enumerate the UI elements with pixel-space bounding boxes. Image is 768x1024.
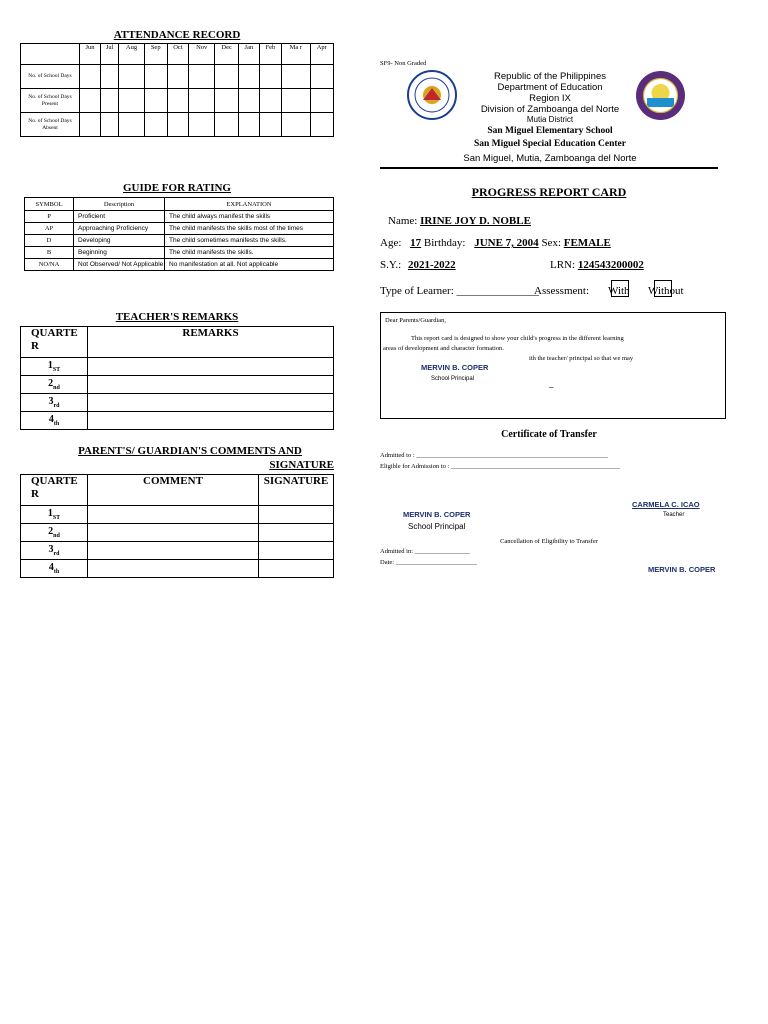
letter-greeting: Dear Parents/Guardian, — [385, 317, 447, 324]
header-line-2: Department of Education — [497, 82, 603, 93]
attendance-row-label: No. of School Days Present — [21, 89, 80, 113]
attendance-cell — [215, 113, 239, 137]
attendance-cell — [119, 89, 145, 113]
age-label: Age: — [380, 237, 402, 249]
guide-description: Developing — [74, 235, 165, 247]
month-header: Apr — [310, 44, 333, 65]
quarter-suffix: ST — [52, 515, 61, 521]
name-label: Name: — [388, 215, 418, 227]
assessment-label: Assessment: — [534, 285, 589, 297]
attendance-row — [21, 65, 334, 89]
letter-line-2: areas of development and character formation. — [383, 345, 504, 352]
guide-row — [25, 259, 334, 271]
quarter-label — [21, 358, 88, 376]
comments-row — [21, 506, 334, 524]
letter-principal-name: MERVIN B. COPER — [421, 363, 489, 372]
month-header: Nov — [189, 44, 215, 65]
quarter-label — [21, 394, 88, 412]
without-label: Without — [648, 285, 684, 297]
guide-explanation: No manifestation at all. Not applicable — [165, 259, 334, 271]
comments-quarter-header: QUARTE R — [21, 475, 88, 506]
guide-row — [25, 223, 334, 235]
attendance-cell — [144, 65, 167, 89]
signature-cell[interactable] — [259, 560, 334, 578]
comment-header: COMMENT — [88, 475, 259, 506]
attendance-cell — [189, 113, 215, 137]
quarter-label — [21, 542, 88, 560]
guide-explanation: The child always manifest the skills — [165, 211, 334, 223]
attendance-cell — [119, 113, 145, 137]
lrn-row — [550, 259, 644, 271]
month-header: Aug — [119, 44, 145, 65]
header-line-3: Region IX — [529, 93, 571, 104]
quarter-number: 2 — [48, 526, 54, 537]
guide-description: Approaching Proficiency — [74, 223, 165, 235]
comment-cell[interactable] — [88, 542, 259, 560]
guide-table — [24, 197, 334, 271]
quarter-number: 2 — [48, 378, 54, 389]
signature-cell[interactable] — [259, 542, 334, 560]
attendance-cell — [144, 113, 167, 137]
form-code: SF9- Non Graded — [380, 60, 427, 67]
attendance-cell — [215, 89, 239, 113]
age-row — [380, 237, 611, 249]
signature-header: SIGNATURE — [259, 475, 334, 506]
guide-symbol: P — [25, 211, 74, 223]
quarter-number: 4 — [48, 414, 54, 425]
guide-description: Not Observed/ Not Applicable — [74, 259, 165, 271]
attendance-title: ATTENDANCE RECORD — [113, 29, 241, 41]
quarter-number: 3 — [48, 396, 54, 407]
sy-value: 2021-2022 — [407, 259, 456, 271]
remarks-table — [20, 326, 334, 430]
guide-header-description: Description — [74, 198, 165, 211]
lrn-label: LRN: — [550, 259, 576, 271]
guide-symbol: D — [25, 235, 74, 247]
comment-cell[interactable] — [88, 524, 259, 542]
attendance-cell — [282, 113, 310, 137]
sy-row — [380, 259, 456, 271]
remarks-title: TEACHER'S REMARKS — [115, 311, 239, 323]
remarks-row — [21, 394, 334, 412]
admitted-in-line: Admitted in: _________________ — [380, 548, 470, 555]
birthday-label: Birthday: — [423, 237, 466, 249]
cert-principal-name: MERVIN B. COPER — [403, 510, 471, 519]
remarks-row — [21, 358, 334, 376]
attendance-cell — [101, 113, 119, 137]
comments-title-line2: SIGNATURE — [269, 459, 334, 471]
lrn-value: 124543200002 — [577, 259, 644, 271]
comment-cell[interactable] — [88, 506, 259, 524]
guide-row — [25, 235, 334, 247]
corner-cell — [21, 44, 80, 65]
month-header: Feb — [259, 44, 282, 65]
quarter-number: 3 — [48, 544, 54, 555]
month-header: Jun — [80, 44, 101, 65]
month-header: Dec — [215, 44, 239, 65]
learner-type-label: Type of Learner: _______________ — [380, 285, 539, 297]
remarks-cell[interactable] — [88, 412, 334, 430]
attendance-cell — [101, 89, 119, 113]
certificate-title: Certificate of Transfer — [501, 429, 597, 440]
sex-label: Sex: — [541, 237, 561, 249]
attendance-row-label: No. of School Days Absent — [21, 113, 80, 137]
guide-symbol: NO/NA — [25, 259, 74, 271]
month-header: Jul — [101, 44, 119, 65]
header-line-5: Mutia District — [526, 115, 574, 124]
quarter-suffix: th — [53, 569, 60, 575]
admitted-to-line: Admitted to : ___________________________________________________________ — [380, 452, 609, 459]
attendance-cell — [282, 65, 310, 89]
quarter-label — [21, 506, 88, 524]
attendance-cell — [215, 65, 239, 89]
attendance-cell — [310, 89, 333, 113]
age-value: 17 — [410, 237, 422, 249]
guide-description: Proficient — [74, 211, 165, 223]
attendance-cell — [239, 89, 259, 113]
quarter-number: 4 — [48, 562, 54, 573]
birthday-value: JUNE 7, 2004 — [474, 237, 539, 249]
attendance-cell — [80, 65, 101, 89]
attendance-cell — [80, 113, 101, 137]
attendance-cell — [144, 89, 167, 113]
quarter-suffix: ST — [52, 367, 61, 373]
cancellation-title: Cancellation of Eligibility to Transfer — [500, 538, 598, 545]
quarter-suffix: rd — [53, 403, 60, 409]
remarks-row — [21, 412, 334, 430]
letter-principal-title: School Principal — [431, 376, 475, 382]
quarter-suffix: nd — [53, 385, 60, 391]
guide-explanation: The child sometimes manifests the skills. — [165, 235, 334, 247]
attendance-row-label: No. of School Days — [21, 65, 80, 89]
attendance-cell — [101, 65, 119, 89]
remarks-cell[interactable] — [88, 394, 334, 412]
quarter-suffix: rd — [53, 551, 60, 557]
quarter-label — [21, 560, 88, 578]
comments-row — [21, 560, 334, 578]
quarter-label — [21, 412, 88, 430]
attendance-cell — [167, 65, 189, 89]
quarter-label — [21, 376, 88, 394]
name-row — [388, 215, 531, 227]
remarks-row — [21, 376, 334, 394]
header-line-4: Division of Zamboanga del Norte — [480, 104, 620, 115]
eligible-line: Eligible for Admission to : ____________________________________________________ — [380, 463, 620, 470]
attendance-cell — [189, 65, 215, 89]
cert-principal-title: School Principal — [408, 522, 466, 531]
attendance-table — [20, 43, 334, 137]
guide-row — [25, 247, 334, 259]
guide-description: Beginning — [74, 247, 165, 259]
remarks-cell[interactable] — [88, 376, 334, 394]
date-line: Date: _________________________ — [380, 559, 477, 566]
attendance-cell — [119, 65, 145, 89]
teacher-name: CARMELA C. ICAO — [632, 500, 700, 509]
remarks-cell[interactable] — [88, 358, 334, 376]
attendance-row — [21, 113, 334, 137]
comment-cell[interactable] — [88, 560, 259, 578]
guide-header-symbol: SYMBOL — [25, 198, 74, 211]
attendance-cell — [167, 113, 189, 137]
letter-dash: _ — [549, 379, 554, 388]
guide-explanation: The child manifests the skills most of the times — [165, 223, 334, 235]
comments-title-line1: PARENT'S/ GUARDIAN'S COMMENTS AND — [78, 445, 302, 457]
attendance-cell — [239, 65, 259, 89]
remarks-header: REMARKS — [88, 327, 334, 358]
letter-line-1: This report card is designed to show your child's progress in the different learning — [411, 335, 624, 342]
attendance-cell — [310, 113, 333, 137]
signature-cell[interactable] — [259, 524, 334, 542]
with-label: With — [608, 285, 630, 297]
attendance-cell — [239, 113, 259, 137]
report-title: PROGRESS REPORT CARD — [471, 185, 627, 199]
guide-explanation: The child manifests the skills. — [165, 247, 334, 259]
remarks-quarter-header: QUARTE R — [21, 327, 88, 358]
quarter-number: 1 — [47, 508, 53, 519]
sy-label: S.Y.: — [380, 259, 402, 271]
attendance-cell — [167, 89, 189, 113]
quarter-label — [21, 524, 88, 542]
letter-box — [380, 312, 726, 419]
quarter-number: 1 — [47, 360, 53, 371]
letter-line-3: ith the teacher/ principal so that we may — [529, 355, 634, 362]
school-name: San Miguel Elementary School — [487, 126, 613, 136]
guide-symbol: B — [25, 247, 74, 259]
quarter-suffix: nd — [53, 533, 60, 539]
attendance-cell — [80, 89, 101, 113]
guide-symbol: AP — [25, 223, 74, 235]
guide-title: GUIDE FOR RATING — [123, 182, 231, 194]
guide-header-explanation: EXPLANATION — [165, 198, 334, 211]
header-divider — [380, 167, 718, 169]
center-name: San Miguel Special Education Center — [473, 139, 626, 149]
guide-row — [25, 211, 334, 223]
attendance-cell — [282, 89, 310, 113]
attendance-cell — [310, 65, 333, 89]
sex-value: FEMALE — [563, 237, 611, 249]
month-header: Oct — [167, 44, 189, 65]
comments-row — [21, 524, 334, 542]
month-header: Jan — [239, 44, 259, 65]
attendance-cell — [259, 89, 282, 113]
school-address: San Miguel, Mutia, Zamboanga del Norte — [463, 153, 637, 164]
signature-cell[interactable] — [259, 506, 334, 524]
teacher-title: Teacher — [663, 512, 685, 518]
comments-row — [21, 542, 334, 560]
learner-type-row — [380, 285, 539, 297]
quarter-suffix: th — [53, 421, 60, 427]
attendance-cell — [259, 113, 282, 137]
month-header: Sep — [144, 44, 167, 65]
attendance-cell — [189, 89, 215, 113]
comments-table — [20, 474, 334, 578]
attendance-row — [21, 89, 334, 113]
month-header: Ma r — [282, 44, 310, 65]
attendance-cell — [259, 65, 282, 89]
cert-principal-name-2: MERVIN B. COPER — [648, 565, 716, 574]
learner-name: IRINE JOY D. NOBLE — [420, 215, 531, 227]
header-line-1: Republic of the Philippines — [494, 71, 606, 82]
